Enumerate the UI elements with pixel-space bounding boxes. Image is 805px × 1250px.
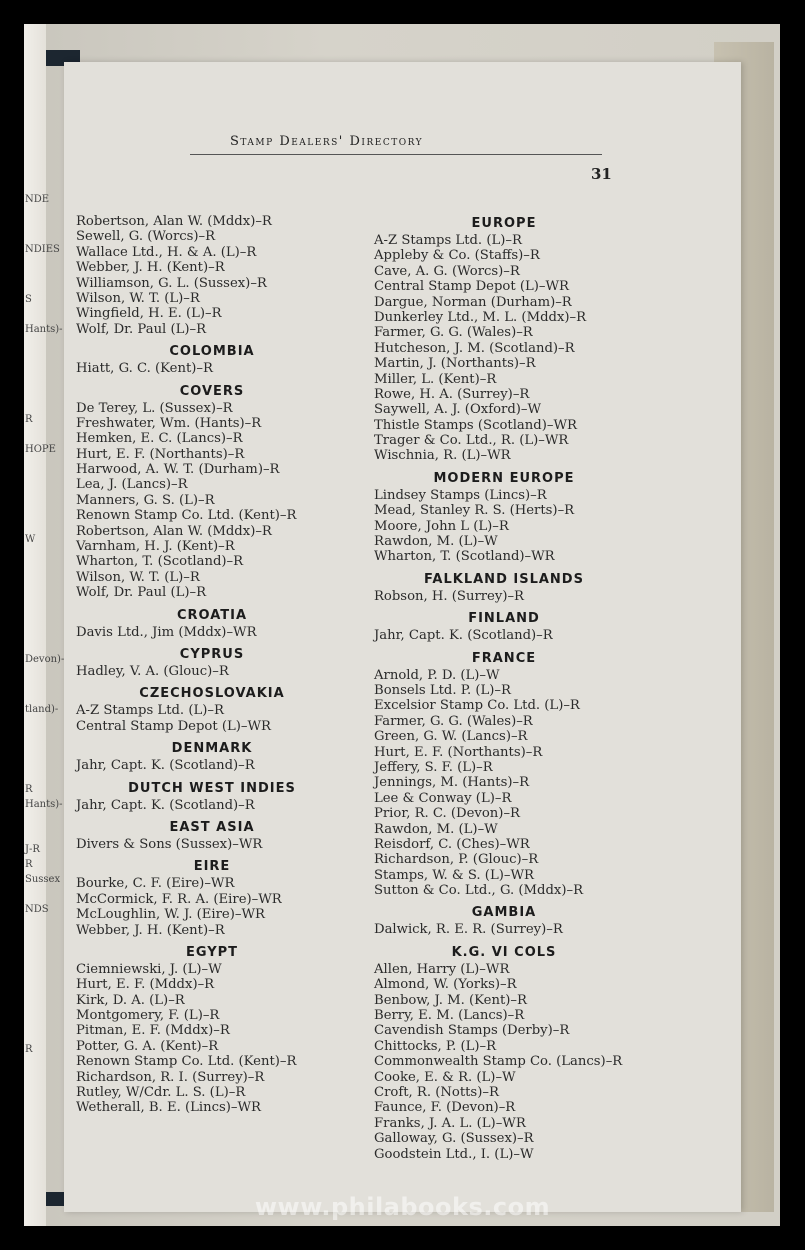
dealer-entry: Robertson, Alan W. (Mddx)–R — [76, 523, 272, 539]
dealer-entry: Lea, J. (Lancs)–R — [76, 477, 188, 493]
left-page-fragment: NDE — [25, 194, 50, 205]
dealer-entry: Wolf, Dr. Paul (L)–R — [76, 321, 207, 337]
dealer-entry: Chittocks, P. (L)–R — [374, 1038, 497, 1054]
section-heading: EUROPE — [471, 216, 537, 231]
dealer-entry: Wilson, W. T. (L)–R — [76, 290, 200, 306]
dealer-entry: Green, G. W. (Lancs)–R — [374, 729, 528, 745]
dealer-entry: Hiatt, G. C. (Kent)–R — [76, 361, 213, 377]
watermark: www.philabooks.com — [254, 1193, 551, 1221]
dealer-entry: Reisdorf, C. (Ches)–WR — [374, 836, 530, 852]
dealer-entry: Central Stamp Depot (L)–WR — [374, 279, 569, 295]
dealer-entry: Arnold, P. D. (L)–W — [374, 667, 500, 683]
section-heading: FRANCE — [471, 650, 537, 666]
dealer-entry: Miller, L. (Kent)–R — [374, 371, 497, 387]
dealer-entry: Wolf, Dr. Paul (L)–R — [76, 585, 207, 601]
left-page-fragment: R — [25, 414, 33, 425]
dealer-entry: Rowe, H. A. (Surrey)–R — [374, 386, 530, 402]
dealer-entry: Thistle Stamps (Scotland)–WR — [374, 417, 577, 433]
dealer-entry: Robertson, Alan W. (Mddx)–R — [76, 214, 272, 229]
dealer-entry: Sewell, G. (Worcs)–R — [76, 229, 216, 245]
left-page-fragment: R — [25, 784, 33, 795]
dealer-entry: Appleby & Co. (Staffs)–R — [374, 248, 540, 264]
dealer-entry: Benbow, J. M. (Kent)–R — [374, 992, 527, 1008]
section-heading: FALKLAND ISLANDS — [424, 571, 584, 587]
dealer-entry: Freshwater, Wm. (Hants)–R — [76, 415, 262, 431]
dealer-entry: Sutton & Co. Ltd., G. (Mddx)–R — [374, 883, 584, 899]
dealer-entry: Moore, John L (L)–R — [374, 518, 509, 534]
dealer-entry: Jennings, M. (Hants)–R — [374, 775, 530, 791]
dealer-entry: Renown Stamp Co. Ltd. (Kent)–R — [76, 1054, 297, 1070]
left-page-fragment: R — [25, 859, 33, 870]
dealer-entry: Farmer, G. G. (Wales)–R — [374, 713, 533, 729]
dealer-entry: Cavendish Stamps (Derby)–R — [374, 1023, 570, 1039]
section-heading: EGYPT — [185, 944, 239, 960]
dealer-entry: Webber, J. H. (Kent)–R — [76, 260, 225, 276]
dealer-entry: Richardson, P. (Glouc)–R — [374, 852, 539, 868]
dealer-entry: Wischnia, R. (L)–WR — [374, 448, 511, 464]
dealer-entry: Croft, R. (Notts)–R — [374, 1084, 499, 1100]
dealer-entry: Martin, J. (Northants)–R — [374, 356, 536, 372]
running-header — [190, 128, 602, 155]
dealer-entry: Webber, J. H. (Kent)–R — [76, 922, 225, 938]
dealer-entry: Almond, W. (Yorks)–R — [374, 977, 517, 993]
left-page-fragment: Hants)- — [25, 324, 63, 335]
dealer-entry: A-Z Stamps Ltd. (L)–R — [76, 703, 224, 719]
dealer-entry: Excelsior Stamp Co. Ltd. (L)–R — [374, 698, 580, 714]
dealer-entry: Goodstein Ltd., I. (L)–W — [374, 1146, 534, 1162]
dealer-entry: Wharton, T. (Scotland)–WR — [374, 549, 555, 565]
page-number: 31 — [591, 165, 612, 183]
dealer-entry: Cave, A. G. (Worcs)–R — [374, 263, 520, 279]
dealer-entry: Allen, Harry (L)–WR — [374, 961, 510, 977]
dealer-entry: Lee & Conway (L)–R — [374, 790, 512, 806]
left-page-fragment: Devon)- — [25, 654, 65, 665]
dealer-entry: Farmer, G. G. (Wales)–R — [374, 325, 533, 341]
dealer-entry: Hurt, E. F. (Northants)–R — [76, 446, 245, 462]
dealer-entry: Wetherall, B. E. (Lincs)–WR — [76, 1100, 261, 1116]
dealer-entry: Faunce, F. (Devon)–R — [374, 1100, 516, 1116]
left-page-fragment: tland)- — [25, 704, 59, 715]
dealer-entry: Dargue, Norman (Durham)–R — [374, 294, 572, 310]
dealer-entry: Wharton, T. (Scotland)–R — [76, 554, 244, 570]
dealer-entry: Hadley, V. A. (Glouc)–R — [76, 663, 229, 679]
dealer-entry: Cooke, E. & R. (L)–W — [374, 1069, 516, 1085]
dealer-entry: Wingfield, H. E. (L)–R — [76, 306, 222, 322]
dealer-entry: Renown Stamp Co. Ltd. (Kent)–R — [76, 508, 297, 524]
section-heading: DENMARK — [171, 741, 253, 757]
dealer-entry: Richardson, R. I. (Surrey)–R — [76, 1069, 265, 1085]
dealer-entry: Bonsels Ltd. P. (L)–R — [374, 682, 511, 698]
dealer-entry: Prior, R. C. (Devon)–R — [374, 806, 520, 822]
left-page-edge — [24, 24, 65, 1226]
dealer-entry: Robson, H. (Surrey)–R — [374, 588, 524, 604]
section-heading: K.G. VI COLS — [451, 944, 557, 960]
dealer-entry: Varnham, H. J. (Kent)–R — [76, 539, 235, 555]
section-heading: CYPRUS — [179, 646, 245, 662]
left-column — [76, 214, 348, 1116]
section-heading: MODERN EUROPE — [433, 470, 575, 486]
dealer-entry: A-Z Stamps Ltd. (L)–R — [374, 233, 522, 248]
section-heading: DUTCH WEST INDIES — [128, 780, 296, 796]
dealer-entry: Berry, E. M. (Lancs)–R — [374, 1008, 525, 1024]
dealer-entry: Hurt, E. F. (Northants)–R — [374, 744, 543, 760]
section-heading: FINLAND — [468, 611, 540, 627]
dealer-entry: Commonwealth Stamp Co. (Lancs)–R — [374, 1054, 623, 1070]
dealer-entry: Hurt, E. F. (Mddx)–R — [76, 977, 215, 993]
right-column — [374, 215, 634, 1162]
dealer-entry: Jahr, Capt. K. (Scotland)–R — [374, 628, 553, 644]
dealer-entry: Ciemniewski, J. (L)–W — [76, 961, 222, 977]
dealer-entry: Jeffery, S. F. (L)–R — [374, 759, 493, 775]
section-heading: CROATIA — [176, 607, 248, 623]
dealer-entry: De Terey, L. (Sussex)–R — [76, 400, 233, 416]
dealer-entry: Franks, J. A. L. (L)–WR — [374, 1115, 526, 1131]
left-page-fragment: NDIES — [25, 244, 60, 255]
dealer-entry: Wilson, W. T. (L)–R — [76, 569, 200, 585]
section-heading: COLOMBIA — [169, 344, 255, 360]
section-heading: EAST ASIA — [169, 819, 255, 835]
dealer-entry: McLoughlin, W. J. (Eire)–WR — [76, 907, 265, 923]
left-page-fragment: Hants)- — [25, 799, 63, 810]
dealer-entry: Rutley, W/Cdr. L. S. (L)–R — [76, 1085, 246, 1101]
section-heading: EIRE — [193, 859, 231, 875]
dealer-entry: Harwood, A. W. T. (Durham)–R — [76, 462, 280, 478]
dealer-entry: Lindsey Stamps (Lincs)–R — [374, 487, 547, 503]
header-title: Stamp Dealers' Directory — [230, 134, 424, 149]
dealer-entry: Rawdon, M. (L)–W — [374, 534, 498, 550]
dealer-entry: Trager & Co. Ltd., R. (L)–WR — [374, 433, 569, 449]
dealer-entry: Manners, G. S. (L)–R — [76, 492, 215, 508]
dealer-entry: Kirk, D. A. (L)–R — [76, 992, 185, 1008]
dealer-entry: McCormick, F. R. A. (Eire)–WR — [76, 891, 282, 907]
left-page-fragment: S — [25, 294, 32, 305]
dealer-entry: Divers & Sons (Sussex)–WR — [76, 836, 263, 852]
dealer-entry: Central Stamp Depot (L)–WR — [76, 718, 271, 734]
dealer-entry: Saywell, A. J. (Oxford)–W — [374, 402, 542, 418]
dealer-entry: Pitman, E. F. (Mddx)–R — [76, 1023, 230, 1039]
left-page-fragment: Sussex — [25, 874, 61, 885]
dealer-entry: Wallace Ltd., H. & A. (L)–R — [76, 244, 257, 260]
dealer-entry: Williamson, G. L. (Sussex)–R — [76, 275, 267, 291]
dealer-entry: Stamps, W. & S. (L)–WR — [374, 867, 534, 883]
dealer-entry: Rawdon, M. (L)–W — [374, 821, 498, 837]
dealer-entry: Davis Ltd., Jim (Mddx)–WR — [76, 624, 257, 640]
left-page-fragment: R — [25, 1044, 33, 1055]
left-page-fragment: W — [25, 534, 36, 545]
dealer-entry: Jahr, Capt. K. (Scotland)–R — [76, 797, 255, 813]
dealer-entry: Bourke, C. F. (Eire)–WR — [76, 876, 235, 892]
dealer-entry: Montgomery, F. (L)–R — [76, 1008, 220, 1024]
section-heading: COVERS — [179, 383, 245, 399]
dealer-entry: Potter, G. A. (Kent)–R — [76, 1038, 219, 1054]
section-heading: GAMBIA — [471, 905, 537, 921]
dealer-entry: Hemken, E. C. (Lancs)–R — [76, 431, 243, 447]
section-heading: CZECHOSLOVAKIA — [139, 686, 285, 702]
dealer-entry: Jahr, Capt. K. (Scotland)–R — [76, 758, 255, 774]
left-page-fragment: J-R — [25, 844, 40, 855]
dealer-entry: Dalwick, R. E. R. (Surrey)–R — [374, 922, 563, 938]
left-page-fragment: HOPE — [25, 444, 56, 455]
dealer-entry: Galloway, G. (Sussex)–R — [374, 1131, 534, 1147]
dealer-entry: Dunkerley Ltd., M. L. (Mddx)–R — [374, 309, 587, 325]
left-page-fragment: NDS — [25, 904, 49, 915]
dealer-entry: Mead, Stanley R. S. (Herts)–R — [374, 503, 575, 519]
dealer-entry: Hutcheson, J. M. (Scotland)–R — [374, 340, 575, 356]
